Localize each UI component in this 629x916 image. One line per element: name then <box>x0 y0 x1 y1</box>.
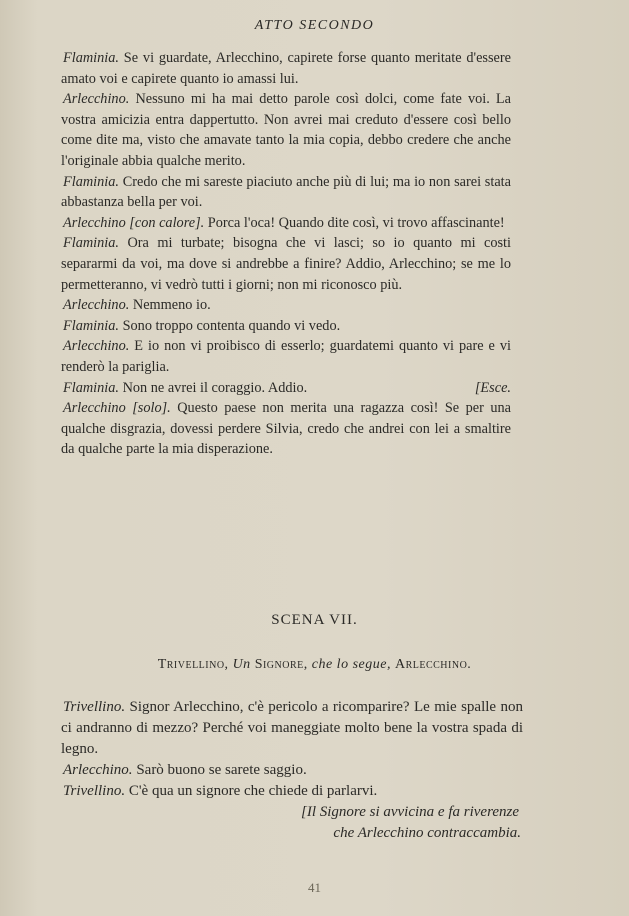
speech-paragraph <box>61 760 523 781</box>
speaker-name: Trivellino. <box>63 699 126 715</box>
cast-direction: che lo segue, <box>311 657 391 672</box>
speech-paragraph <box>61 336 511 377</box>
speech-text: Credo che mi sareste piaciuto anche più di lui; ma io non sarei stata abbastanza bella per voi. <box>61 173 511 211</box>
speech-text: Non ne avrei il coraggio. Addio. <box>119 379 308 396</box>
cast-signore: Signore, <box>254 657 308 672</box>
stage-direction: [con calore]. <box>125 214 205 231</box>
speech-paragraph <box>61 172 511 213</box>
speech-paragraph <box>61 697 523 760</box>
speech-text: Nessuno mi ha mai detto parole così dolci, come fate voi. La vostra amicizia entra dappertutto. Non avrei mai creduto d'essere così bello come dite ma, visto che amavate tanto la mia copia, debbo credere che anche l'originale abbia qualche merito. <box>61 91 511 169</box>
exit-direction: [Esce. <box>474 379 511 396</box>
speech-paragraph <box>61 316 511 337</box>
speaker-name: Flaminia. <box>63 379 119 396</box>
speech-text: Porca l'oca! Quando dite così, vi trovo affascinante! <box>204 214 505 231</box>
speech-text: Signor Arlecchino, c'è pericolo a ricomparire? Le mie spalle non ci andranno di mezzo? Perché voi maneggiate molto bene la vostra spada di legno. <box>61 699 523 757</box>
stage-direction: [solo]. <box>125 400 171 417</box>
speech-paragraph <box>61 781 523 802</box>
page-number: 41 <box>308 880 321 895</box>
speech-paragraph <box>61 233 511 295</box>
speaker-name: Flaminia. <box>63 235 119 252</box>
speech-text: Sono troppo contenta quando vi vedo. <box>119 317 341 334</box>
speech-text: Ora mi turbate; bisogna che vi lasci; so io quanto mi costi separarmi da voi, ma dove si andrebbe a finire? Addio, Arlecchino; se me lo permetteranno, vi vedrò tutti i giorni; non mi riconosco più. <box>61 235 511 293</box>
speech-paragraph <box>61 213 511 234</box>
speaker-name: Arlecchino <box>63 214 126 231</box>
dialogue-block-2 <box>61 697 523 844</box>
cast-un: Un <box>232 657 251 672</box>
speech-paragraph <box>61 295 511 316</box>
speaker-name: Arlecchino. <box>63 338 130 355</box>
speaker-name: Flaminia. <box>63 50 119 66</box>
speaker-name: Arlecchino. <box>63 297 130 314</box>
cast-trivellino: Trivellino, <box>157 657 229 672</box>
cast-line <box>0 657 629 673</box>
speaker-name: Arlecchino <box>63 400 126 417</box>
speech-text: Sarò buono se sarete saggio. <box>132 762 307 778</box>
scene-title: SCENA VII. <box>271 612 358 628</box>
speech-paragraph <box>61 378 511 399</box>
speaker-name: Flaminia. <box>63 173 119 190</box>
speaker-name: Trivellino. <box>63 783 126 799</box>
speech-text: C'è qua un signore che chiede di parlarvi. <box>125 783 378 799</box>
speaker-name: Arlecchino. <box>63 91 130 108</box>
dialogue-block <box>61 48 511 460</box>
speech-text: Se vi guardate, Arlecchino, capirete forse quanto meritate d'essere amato voi e capirete quanto io amassi lui. <box>61 50 511 87</box>
speech-text: Nemmeno io. <box>129 297 211 314</box>
stage-direction-line-2: che Arlecchino contraccambia. <box>333 825 521 841</box>
speaker-name: Arlecchino. <box>63 762 133 778</box>
speech-paragraph <box>61 398 511 460</box>
stage-direction-line-1: [Il Signore si avvicina e fa riverenze <box>301 804 519 820</box>
speech-paragraph <box>61 48 511 89</box>
running-header: ATTO SECONDO <box>254 18 375 33</box>
speech-text: Questo paese non merita una ragazza così! Se per una qualche disgrazia, dovessi perdere Silvia, credo che andrei con lei a smaltire da qualche parte la mia disperazione. <box>61 400 511 458</box>
speech-text: E io non vi proibisco di esserlo; guardatemi quanto vi pare e vi renderò la pariglia. <box>61 338 511 375</box>
speech-paragraph <box>61 89 511 171</box>
cast-arlecchino: Arlecchino. <box>394 657 472 672</box>
speaker-name: Flaminia. <box>63 317 119 334</box>
